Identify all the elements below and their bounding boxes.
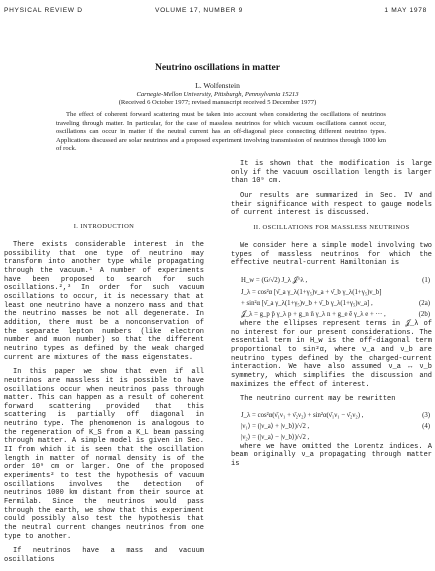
equation-body: |ν₂⟩ = (|ν_a⟩ − |ν_b⟩)/√2 , <box>241 433 310 441</box>
paragraph: where the ellipses represent terms in 𝒥_λ of no interest for our present considerations. The essential term in H_w is the off-diagonal term proportional to sin²α, where ν_a and ν_b are neutrino types defined by the charged-current interaction. We have also assumed ν_a ↔ ν_b symmetry, which simplifies the discussion and maximizes the effect of interest. <box>231 319 432 389</box>
section-heading-oscillations: II. OSCILLATIONS FOR MASSLESS NEUTRINOS <box>253 223 410 231</box>
paragraph: There exists considerable interest in the possibility that one type of neutrino may transform into another type while propagating through the vacuum.¹ A number of experiments have been proposed to search for such oscillations.²,³ In order for such vacuum oscillations to occur, it is necessary that at least one neutrino have a nonzero mass and that the neutrino masses be not all degenerate. In addition, there must be a nonconservation of the separate lepton numbers (like electron number and muon number) so that the different neutrino types as defined by the weak charged current are mixtures of the mass eigenstates. <box>4 241 204 362</box>
equation-number: (2b) <box>418 310 430 318</box>
equation-number: (2a) <box>419 299 430 307</box>
received-dates: (Received 6 October 1977; revised manuscript received 5 December 1977) <box>118 99 317 106</box>
equation <box>231 274 432 287</box>
equation-body: H_w = (G/√2) J_λ 𝒥^λ , <box>241 276 308 284</box>
author: L. Wolfenstein <box>195 81 240 90</box>
equation-body: 𝒥_λ = g_p p̄ γ_λ p + g_n n̄ γ_λ n + g_e ē γ_λ e + ··· , <box>241 310 386 318</box>
paper-title: Neutrino oscillations in matter <box>155 62 280 73</box>
equation-number: (1) <box>422 276 430 284</box>
paragraph: We consider here a simple model involving two types of massless neutrinos for which the effective neutral-current Hamiltonian is <box>231 241 432 268</box>
paragraph: Our results are summarized in Sec. IV and their significance with respect to gauge models of current interest is discussed. <box>231 191 432 218</box>
equation-number: (4) <box>422 422 430 430</box>
equation-number: (3) <box>422 411 430 419</box>
paragraph: If neutrinos have a mass and vacuum oscillations <box>4 547 204 564</box>
equation <box>231 309 432 320</box>
equation-body: J_λ = cos²α [ν̄_a γ_λ(1+γ₅)ν_a + ν̄_b γ_λ(1+γ₅)ν_b] <box>241 288 382 296</box>
equation <box>231 298 432 309</box>
abstract: The effect of coherent forward scattering must be taken into account when considering the oscillations of neutrinos traveling through matter. In particular, for the case of massless neutrinos for which vacuum oscillations cannot occur, oscillations can occur in matter if the neutral current has an off-diagonal piece connecting different neutrino types. Applications discussed are solar neutrinos and a proposed experiment involving transmission of neutrinos through 1000 km of rock. <box>56 111 386 152</box>
equation-body: + sin²α [ν̄_a γ_λ(1+γ₅)ν_b + ν̄_b γ_λ(1+γ₅)ν_a] , <box>241 299 373 307</box>
left-column <box>4 160 204 571</box>
volume-number: VOLUME 17, NUMBER 9 <box>155 7 244 14</box>
equation <box>231 421 432 432</box>
equation <box>231 432 432 443</box>
equation <box>231 287 432 298</box>
issue-date: 1 MAY 1978 <box>384 7 427 14</box>
equation <box>231 410 432 421</box>
paragraph: The neutrino current may be rewritten <box>240 395 396 404</box>
paragraph: In this paper we show that even if all neutrinos are massless it is possible to have oscillations occur when neutrinos pass through matter. This can happen as a result of coherent forward scattering provided that this scattering is partially off diagonal in neutrino type. The phenomenon is analogous to the regeneration of K_S from a K_L beam passing through matter. A simple model is given in Sec. II from which it is seen that the oscillation length in matter of normal density is of the order 10⁹ cm or larger. One of the proposed experiments² to test the hypothesis of vacuum oscillations involves the detection of neutrinos 1000 km distant from their source at Fermilab. Since the neutrinos would pass through the earth, we show that this experiment could possibly also test the hypothesis that the neutral current changes neutrinos from one type to another. <box>4 368 204 541</box>
running-head <box>4 7 427 17</box>
section-heading-introduction: I. INTRODUCTION <box>73 223 135 230</box>
affiliation: Carnegie-Mellon University, Pittsburgh, Pennsylvania 15213 <box>136 91 299 98</box>
journal-name: PHYSICAL REVIEW D <box>4 7 83 14</box>
equation-body: |ν₁⟩ = (|ν_a⟩ + |ν_b⟩)/√2 , <box>241 422 310 430</box>
right-column <box>231 160 432 475</box>
paragraph: It is shown that the modification is large only if the vacuum oscillation length is larger than 10⁹ cm. <box>231 160 432 186</box>
paragraph: where we have omitted the Lorentz indices. A beam originally ν_a propagating through matter is <box>231 442 432 469</box>
equation-body: J_λ = cos²α(ν̄₁ν₁ + ν̄₂ν₂) + sin²α(ν̄₁ν₁ − ν̄₂ν₂) , <box>241 411 364 419</box>
